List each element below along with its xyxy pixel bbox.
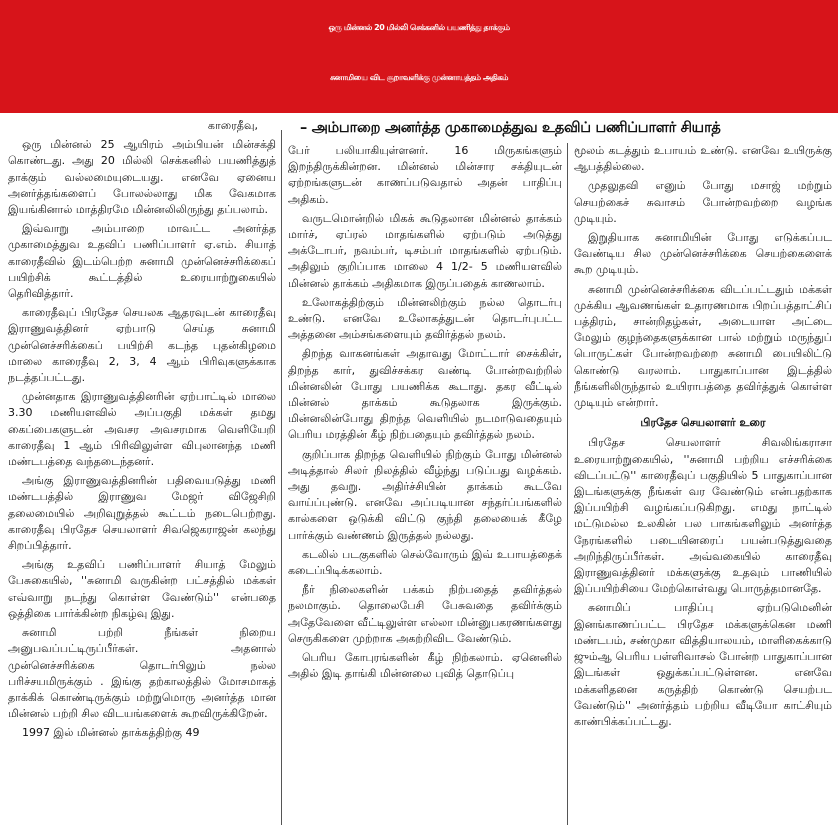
paragraph: ஒரு மின்னல் 25 ஆயிரம் அம்பியன் மின்சக்தி கொண்டது. அது 20 மில்லி செக்கனில் பயணித்துத் தாக்கும் வல்லமையுடையது. எனவே ஏனைய அனர்த்தங்களைப் போலல்லாது மிக வேகமாக இயங்கினால் மாத்திரமே மின்னலிலிருந்து தப்பலாம். (8, 138, 276, 217)
section-subtitle: பிரதேச செயலாளர் உரை (640, 416, 766, 430)
dateline: காரைதீவு, (207, 119, 258, 132)
column-divider-2 (567, 143, 568, 825)
headline-line-2: சுனாமியை விட சூறாவளிக்கு முன்னாயத்தம் அதிகம் (330, 73, 508, 82)
paragraph: பேர் பலியாகியுள்ளனர். 16 மிருகங்களும் இறந்திருக்கின்றன. மின்னல் மின்சார சக்தியுடன் ஏற்றங்களுடன் காணப்படுவதால் அதன் பாதிப்பு அதிகம். (288, 144, 562, 206)
paragraph: 1997 இல் மின்னல் தாக்கத்திற்கு 49 (22, 726, 200, 740)
paragraph: இவ்வாறு அம்பாறை மாவட்ட அனர்த்த முகாமைத்துவ உதவிப் பணிப்பாளர் ஏ.எம். சியாத் காரைதீவில் இடம்பெற்ற சுனாமி முன்னெச்சரிக்கைப் பயிற்சிக் கூட்டத்தில் உரையாற்றுகையில் தெரிவித்தார். (8, 222, 276, 301)
paragraph: பெரிய கோபுரங்களின் கீழ் நிற்கலாம். ஏனெனில் அதில் இடி தாங்கி மின்னலை புவித் தொடுப்பு (288, 651, 562, 681)
paragraph: வருடமொன்றில் மிகக் கூடுதலான மின்னல் தாக்கம் மார்ச், ஏப்ரல் மாதங்களில் ஏற்படும் அடுத்து அக்டோபர், நவம்பர், டிசம்பர் மாதங்களில் ஏற்படும். அதிலும் குறிப்பாக மாலை 4 1/2- 5 மணியளவில் மின்னல் தாக்கம் அதிகமாக இருப்பதைக் காணலாம். (288, 211, 562, 290)
paragraph: சுனாமி முன்னெச்சரிக்கை விடப்பட்டதும் மக்கள் முக்கிய ஆவணங்கள் உதாரணமாக பிறப்பத்தாட்சிப் பத்திரம், சான்றிதழ்கள், அடையாள அட்டை மேலும் குழந்தைகளுக்கான பால் மற்றும் மருந்துப் பொருட்கள் போன்றவற்றை சுனாமி பையிலிட்டு கொண்டு வரலாம். பாதுகாப்பான இடத்தில் நீங்களிலிருந்தால் உயிராபத்தை தவிர்த்துக் கொள்ள முடியும் என்றார். (574, 282, 832, 410)
article-column-2 (288, 143, 562, 686)
article-column-1 (8, 118, 276, 745)
paragraph: கடலில் படகுகளில் செல்வோரும் இவ் உபாயத்தைக் கடைப்பிடிக்கலாம். (288, 547, 562, 578)
paragraph: குறிப்பாக திறந்த வெளியில் நிற்கும் போது மின்னல் அடித்தால் சிலர் நிலத்தில் வீழ்ந்து படுப்பது வழக்கம். அது தவறு. அதிர்ச்சியின் தாக்கம் கூடவே வாய்ப்புண்டு. எனவே அப்படியான சந்தர்ப்பங்களில் கால்களை ஒடுக்கி விட்டு குந்தி தலையைக் கீழே பார்க்கும் வண்ணம் இருத்தல் நல்லது. (288, 447, 562, 542)
headline-banner (0, 0, 838, 113)
subheadline: – அம்பாறை அனர்த்த முகாமைத்துவ உதவிப் பணிப்பாளர் சியாத் (300, 120, 721, 136)
paragraph: இறுதியாக சுனாமியின் போது எடுக்கப்பட வேண்டிய சில முன்னெச்சரிக்கை செயற்கைளைக் கூற முடியும். (574, 231, 832, 277)
paragraph: காரைதீவுப் பிரதேச செயலக ஆதரவுடன் காரைதீவு இராணுவத்தினர் ஏற்பாடு செய்த சுனாமி முன்னெச்சரிக்கைப் பயிற்சி கடந்த புதன்கிழமை மாலை காரைதீவு 2, 3, 4 ஆம் பிரிவுகளுக்காக நடத்தப்பட்டது. (8, 306, 276, 385)
paragraph: அங்கு இராணுவத்தினரின் பதிவையடுத்து மணி மண்டபத்தில் இராணுவ மேஜர் விஜேசிறி தலைமையில் அறிவுறுத்தல் கூட்டம் நடைபெற்றது. காரைதீவு பிரதேச செயலாளர் சிவஜெகராஜன் கலந்து சிறப்பித்தார். (8, 474, 276, 553)
paragraph: முன்னதாக இராணுவத்தினரின் ஏற்பாட்டில் மாலை 3.30 மணியளவில் அப்பகுதி மக்கள் தமது கைப்பைகளுடன் அவசர அவசரமாக வெளியேறி காரைதீவு 1 ஆம் பிரிவிலுள்ள விபுலானந்த மணி மண்டபத்தை வந்தடைந்தனர். (8, 390, 276, 469)
paragraph: சுனாமிப் பாதிப்பு ஏற்படுமெனின் இனங்காணப்பட்ட பிரதேச மக்களுக்கென மணி மண்டபம், சண்முகா வித்தியாலயம், மாளிகைக்காடு ஜும்ஆ பெரிய பள்ளிவாசல் போன்ற பாதுகாப்பான இடங்கள் ஒதுக்கப்பட்டுள்ளன. எனவே மக்களிதனை கருத்திற் கொண்டு செயற்பட வேண்டும்'' அனர்த்தம் பற்றிய வீடியோ காட்சியும் காண்பிக்கப்பட்டது. (574, 601, 832, 728)
column-divider-1 (281, 130, 282, 825)
paragraph: நீர் நிலைகளின் பக்கம் நிற்பதைத் தவிர்த்தல் நலமாகும். தொலைபேசி பேசுவதை தவிர்க்கும் அதேவேளை வீட்டிலுள்ள எல்லா மின்னுபகரணங்களது செருகிகளை முற்றாக அகற்றிவிட வேண்டும். (288, 583, 562, 645)
paragraph: அங்கு உதவிப் பணிப்பாளர் சியாத் மேலும் பேசுகையில், ''சுனாமி வருகின்ற பட்சத்தில் மக்கள் எவ்வாறு நடந்து கொள்ள வேண்டும்'' என்பதை ஒத்திகை பார்க்கின்ற நிகழ்வு இது. (8, 558, 276, 620)
paragraph: பிரதேச செயலாளர் சிவலிங்கராசா உரையாற்றுகையில், ''சுனாமி பற்றிய எச்சரிக்கை விடப்பட்டு'' காரைதீவுப் பகுதியில் 5 பாதுகாப்பான இடங்களுக்கு நீங்கள் வர வேண்டும் என்பதற்காக இப்பயிற்சி வழங்கப்படுகிறது. எமது நாட்டில் மட்டுமல்ல உலகின் பல பாகங்களிலும் அனர்த்த நேரங்களில் படையினரைப் பயன்படுத்துவதை அறிந்திருப்பீர்கள். அவ்வகையில் காரைதீவு இராணுவத்தினர் மக்களுக்கு உதவும் பாணியில் இப்பயிற்சியை மேற்கொள்வது பொருத்தமானதே. (574, 436, 832, 596)
paragraph: சுனாமி பற்றி நீங்கள் நிறைய அனுபவப்பட்டிருப்பீர்கள். அதனால் முன்னெச்சரிக்கை தொடர்பிலும் நல்ல பரிச்சயமிருக்கும் . இங்கு தற்காலத்தில் மோசமாகத் தாக்கிக் கொண்டிருக்கும் மற்றுமொரு அனர்த்த மான மின்னல் பற்றி சில விடயங்களைக் கூறவிருக்கிறேன். (8, 626, 276, 721)
headline-line-1: ஒரு மின்னல் 20 மில்லி செக்கனில் பயணித்து தாக்கும் (328, 23, 510, 32)
paragraph: உலோகத்திற்கும் மின்னலிற்கும் நல்ல தொடர்பு உண்டு. எனவே உலோகத்துடன் தொடர்புபட்ட அத்தனை அம்சங்களையும் தவிர்த்தல் நலம். (288, 295, 562, 342)
paragraph: திறந்த வாகனங்கள் அதாவது மோட்டார் சைக்கிள், திறந்த கார், துவிச்சக்கர வண்டி போன்றவற்றில் மின்னலின் போது பயணிக்க கூடாது. தகர வீட்டில் மின்னல் தாக்கம் கூடுதலாக இருக்கும். மின்னலின்போது திறந்த வெளியில் நடமாடுவதையும் பெரிய மரத்தின் கீழ் நிற்பதையும் தவிர்த்தல் நலம். (288, 347, 562, 442)
paragraph: மூலம் கடத்தும் உபாயம் உண்டு. எனவே உயிருக்கு ஆபத்தில்லை. (574, 144, 832, 174)
paragraph: முதலுதவி எனும் போது மசாஜ் மற்றும் செயற்கைச் சுவாசம் போன்றவற்றை வழங்க முடியும். (574, 179, 832, 225)
article-column-3 (574, 143, 832, 733)
